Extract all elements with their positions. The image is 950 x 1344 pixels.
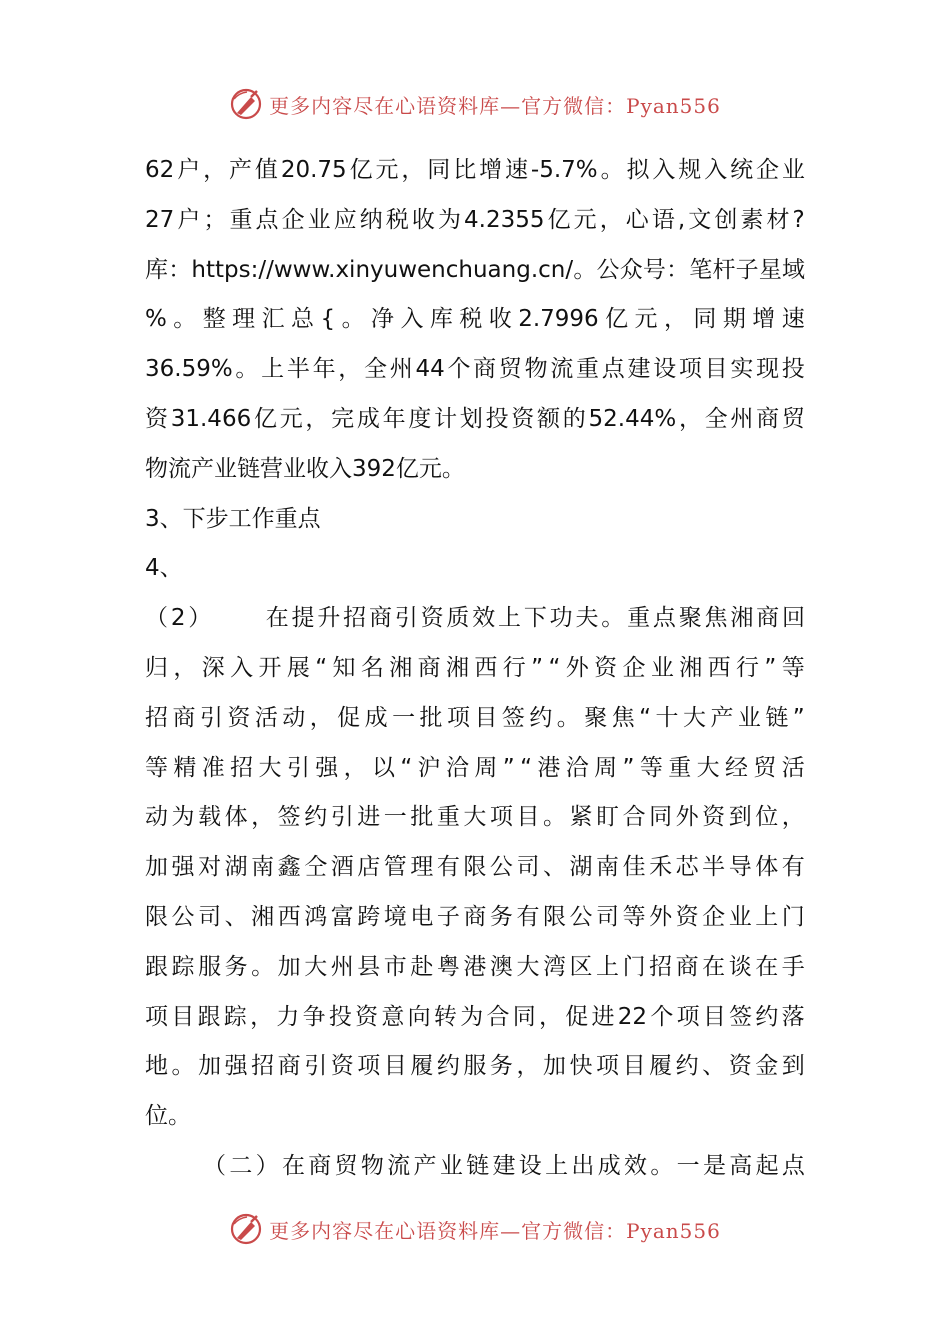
footer-banner [0,1209,950,1249]
text-line: 36.59% 。 上 半 年 ， 全 州 44 个 商 贸 物 流 重 点 建 设 项 目 实 现 投 [145,356,805,383]
footer-wechat-id: Pyan556 [626,1218,721,1243]
header-banner [0,84,950,124]
header-banner-text [269,90,721,119]
header-banner-label: 更多内容尽在心语资料库—官方微信： [269,93,627,118]
text-line: 资 31.466 亿 元 ， 完 成 年 度 计 划 投 资 额 的 52.44% ， 全 州 商 贸 [145,405,805,432]
text-line: 归 ， 深 入 开 展 “ 知 名 湘 商 湘 西 行 ” “ 外 资 企 业 湘 西 行 ” 等 [145,654,805,681]
text-line: 地 。 加 强 招 商 引 资 项 目 履 约 服 务 ， 加 快 项 目 履 约 、 资 金 到 [145,1053,805,1080]
text-line: （ 2 ） 在 提 升 招 商 引 资 质 效 上 下 功 夫 。 重 点 聚 焦 湘 商 回 [145,605,805,632]
text-line: 3、下步工作重点 [145,505,321,532]
text-line: （ 二 ） 在 商 贸 物 流 产 业 链 建 设 上 出 成 效 。 一 是 高 起 点 [203,1152,805,1179]
text-line: 位。 [145,1103,191,1130]
header-wechat-id: Pyan556 [626,93,721,118]
text-line: 4、 [145,555,183,582]
text-line: 等 精 准 招 大 引 强 ， 以 “ 沪 洽 周 ” “ 港 洽 周 ” 等 重 大 经 贸 活 [145,754,805,781]
text-line: 库 ： https://www.xinyuwenchuang.cn/ 。 公 众 号 ： 笔 杆 子 星 域 [145,256,805,283]
footer-banner-label: 更多内容尽在心语资料库—官方微信： [269,1218,627,1243]
text-line: 62 户 ， 产 值 20.75 亿 元 ， 同 比 增 速 -5.7% 。 拟 入 规 入 统 企 业 [145,157,805,183]
text-line: 27 户 ； 重 点 企 业 应 纳 税 收 为 4.2355 亿 元 ， 心 语 , 文 创 素 材 ? [145,206,805,233]
document-body [145,146,805,1192]
text-line: 动 为 载 体 ， 签 约 引 进 一 批 重 大 项 目 。 紧 盯 合 同 外 资 到 位 ， [145,804,805,831]
pen-nib-logo-icon [229,87,263,121]
text-line: 物流产业链营业收入392亿元。 [145,455,465,482]
text-line: 跟 踪 服 务 。 加 大 州 县 市 赴 粤 港 澳 大 湾 区 上 门 招 商 在 谈 在 手 [145,953,805,980]
footer-banner-text [269,1215,721,1244]
text-line: 招 商 引 资 活 动 ， 促 成 一 批 项 目 签 约 。 聚 焦 “ 十 大 产 业 链 ” [145,704,805,731]
pen-nib-logo-icon [229,1212,263,1246]
text-line: % 。 整 理 汇 总 { 。 净 入 库 税 收 2.7996 亿 元 ， 同 期 增 速 [145,306,805,333]
text-line: 限 公 司 、 湘 西 鸿 富 跨 境 电 子 商 务 有 限 公 司 等 外 资 企 业 上 门 [145,903,805,930]
text-line: 加 强 对 湖 南 鑫 仝 酒 店 管 理 有 限 公 司 、 湖 南 佳 禾 芯 半 导 体 有 [145,854,805,881]
text-line: 项 目 跟 踪 ， 力 争 投 资 意 向 转 为 合 同 ， 促 进 22 个 项 目 签 约 落 [145,1003,805,1030]
